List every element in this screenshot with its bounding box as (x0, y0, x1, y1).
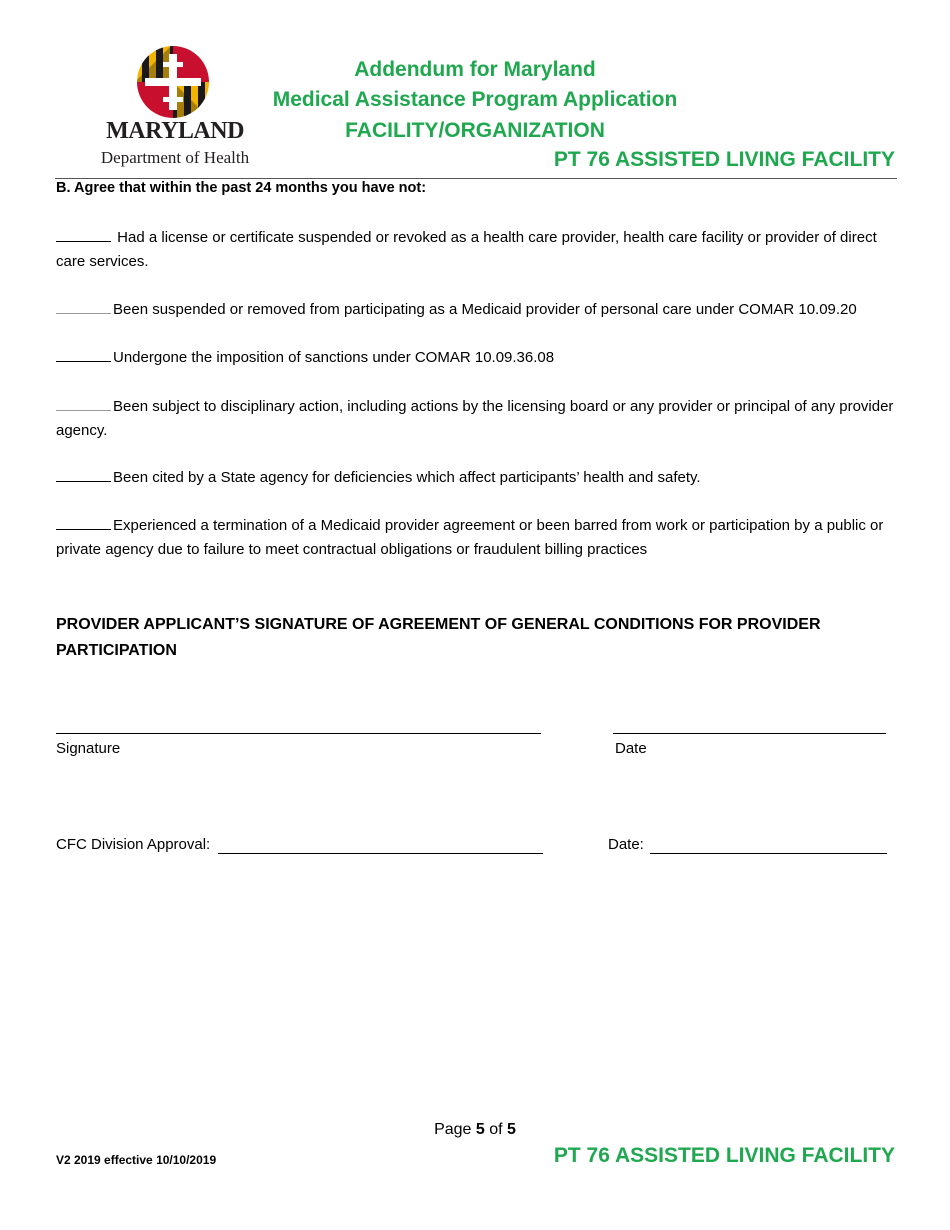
list-item (56, 298, 896, 322)
signature-line[interactable] (56, 733, 541, 734)
section-b-heading: B. Agree that within the past 24 months you have not: (56, 180, 427, 196)
approval-label: CFC Division Approval: (56, 836, 211, 853)
list-item-text: Experienced a termination of a Medicaid provider agreement or been barred from work or participation by a public or private agency due to failure to meet contractual obligations or fraudulent billing practices (56, 517, 884, 558)
initial-blank[interactable] (56, 515, 111, 530)
logo-subtitle: Department of Health (100, 148, 250, 167)
header-divider (55, 178, 897, 179)
list-item (56, 346, 896, 370)
list-item (56, 226, 896, 274)
approval-date-line[interactable] (650, 853, 887, 854)
program-type-footer: PT 76 ASSISTED LIVING FACILITY (553, 1144, 895, 1167)
list-item-text: Been suspended or removed from participating as a Medicaid provider of personal care under COMAR 10.09.20 (113, 301, 857, 318)
signature-label: Signature (56, 740, 121, 757)
list-item (56, 466, 896, 490)
initial-blank[interactable] (56, 227, 111, 242)
date-line[interactable] (613, 733, 886, 734)
title-line-2: Medical Assistance Program Application (272, 88, 678, 111)
list-item (56, 395, 896, 443)
version-label: V2 2019 effective 10/10/2019 (56, 1153, 217, 1167)
logo-wordmark: MARYLAND (106, 118, 244, 144)
approval-date-label: Date: (608, 836, 644, 853)
approval-line[interactable] (218, 853, 543, 854)
title-line-3: FACILITY/ORGANIZATION (345, 119, 605, 142)
list-item-text: Been subject to disciplinary action, including actions by the licensing board or any provider or principal of any provider agency. (56, 398, 894, 439)
initial-blank[interactable] (56, 467, 111, 482)
list-item (56, 514, 896, 562)
initial-blank[interactable] (56, 299, 111, 314)
title-line-1: Addendum for Maryland (354, 58, 596, 81)
initial-blank[interactable] (56, 347, 111, 362)
maryland-flag-emblem-icon (135, 44, 211, 120)
list-item-text: Undergone the imposition of sanctions under COMAR 10.09.36.08 (113, 349, 555, 366)
date-label: Date (615, 740, 647, 757)
signature-section-title: PROVIDER APPLICANT’S SIGNATURE OF AGREEMENT OF GENERAL CONDITIONS FOR PROVIDER PARTICIPATION (56, 616, 821, 659)
page-number: Page 5 of 5 (434, 1121, 516, 1138)
program-type-header: PT 76 ASSISTED LIVING FACILITY (553, 148, 895, 171)
initial-blank[interactable] (56, 396, 111, 411)
list-item-text: Been cited by a State agency for deficiencies which affect participants’ health and safety. (113, 469, 701, 486)
list-item-text: Had a license or certificate suspended or revoked as a health care provider, health care facility or provider of direct care services. (56, 229, 877, 270)
